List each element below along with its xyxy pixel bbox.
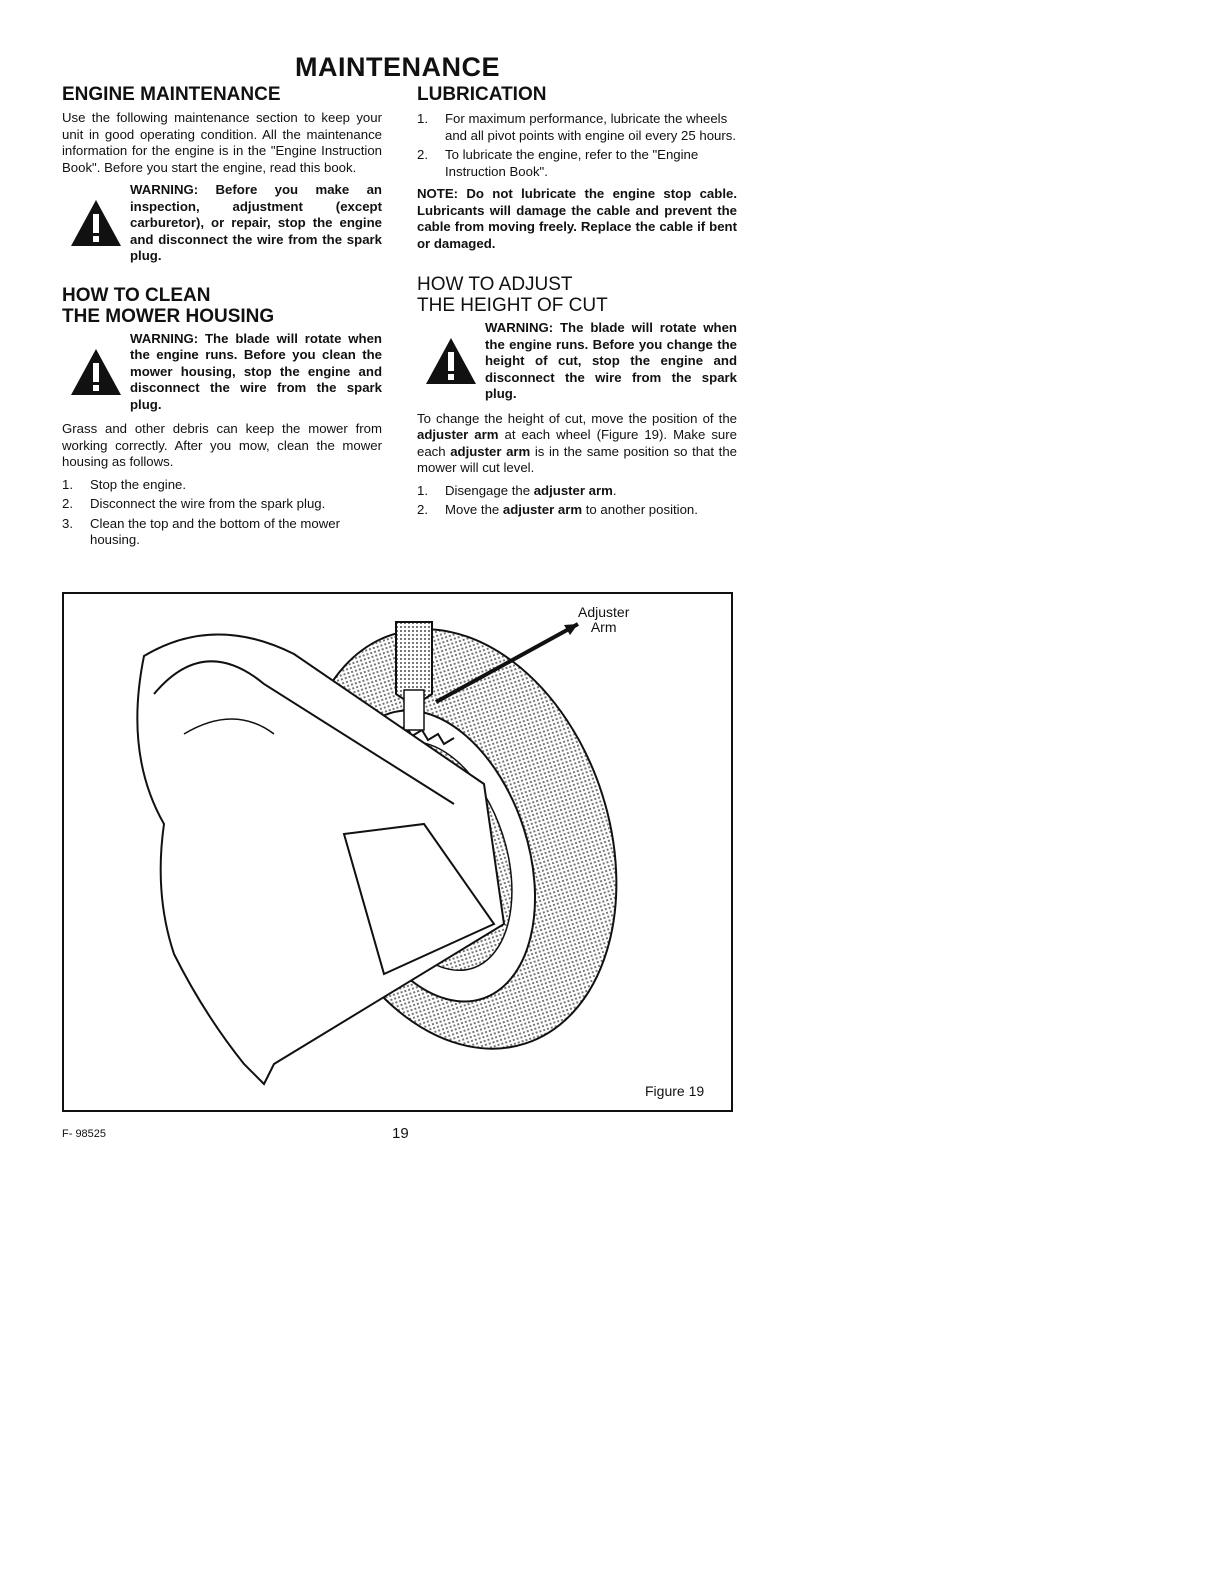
page-number: 19 — [392, 1125, 409, 1142]
list-item: 1. Disengage the adjuster arm. — [417, 482, 617, 498]
warning-triangle-icon — [62, 182, 130, 265]
clean-housing-heading-line1: HOW TO CLEAN — [62, 284, 211, 306]
warning-text-2: WARNING: The blade will rotate when the engine runs. Before you clean the mower housing, stop the engine and disconnect the wire from the spark plug. — [130, 330, 382, 412]
adjuster-arm-callout — [578, 605, 629, 635]
warning-triangle-icon — [62, 331, 130, 414]
lubrication-note: NOTE: Do not lubricate the engine stop cable. Lubricants will damage the cable and prevent the cable from moving freely. Replace the cable if bent or damaged. — [417, 186, 737, 251]
list-item: 2. To lubricate the engine, refer to the "Engine Instruction Book". — [417, 147, 699, 179]
figure-19-box — [62, 592, 733, 1112]
engine-maintenance-heading: ENGINE MAINTENANCE — [62, 84, 281, 105]
warning-text-1: WARNING: Before you make an inspection, adjustment (except carburetor), or repair, stop the engine and disconnect the wire from the spark plug. — [130, 182, 382, 263]
lubrication-steps-list — [417, 111, 737, 180]
adjust-steps-list — [417, 483, 737, 519]
right-column — [417, 84, 737, 525]
list-item: 2. Disconnect the wire from the spark plug. — [62, 496, 326, 511]
list-item: 1. For maximum performance, lubricate the wheels and all pivot points with engine oil every 25 hours. — [417, 111, 737, 143]
clean-housing-heading-line2: THE MOWER HOUSING — [62, 305, 275, 327]
lubrication-heading: LUBRICATION — [417, 84, 547, 105]
callout-line-1: Adjuster — [578, 604, 630, 620]
adjust-height-heading-line2: THE HEIGHT OF CUT — [417, 295, 608, 316]
list-item: 3. Clean the top and the bottom of the mower housing. — [62, 515, 340, 547]
figure-label: Figure 19 — [645, 1083, 705, 1099]
clean-housing-paragraph: Grass and other debris can keep the mower from working correctly. After you mow, clean the mower housing as follows. — [62, 421, 382, 469]
warning-block-3 — [417, 320, 737, 403]
warning-triangle-icon — [417, 320, 485, 403]
document-code: F- 98525 — [62, 1128, 107, 1140]
adjust-height-heading-line1: HOW TO ADJUST — [417, 274, 573, 295]
list-item: 1. Stop the engine. — [62, 476, 187, 492]
page-title: MAINTENANCE — [295, 52, 500, 82]
warning-block-2 — [62, 331, 382, 414]
left-column — [62, 84, 382, 555]
warning-text-3: WARNING: The blade will rotate when the engine runs. Before you change the height of cut, stop the engine and disconnect the wire from the spark plug. — [485, 320, 737, 401]
adjuster-arm-shaft — [404, 690, 424, 730]
clean-steps-list — [62, 477, 382, 549]
callout-line-2: Arm — [590, 619, 617, 635]
list-item: 2. Move the adjuster arm to another position. — [417, 502, 698, 517]
adjust-height-paragraph: To change the height of cut, move the position of the adjuster arm at each wheel (Figure 19). Make sure each adjuster arm is in the same position so that the mower will cut level. — [417, 410, 737, 475]
mower-wheel-illustration — [64, 594, 731, 1110]
engine-maintenance-paragraph: Use the following maintenance section to keep your unit in good operating condition. All the maintenance information for the engine is in the "Engine Instruction Book". Before you start the engine, read this book. — [62, 110, 382, 175]
warning-block-1 — [62, 182, 382, 265]
